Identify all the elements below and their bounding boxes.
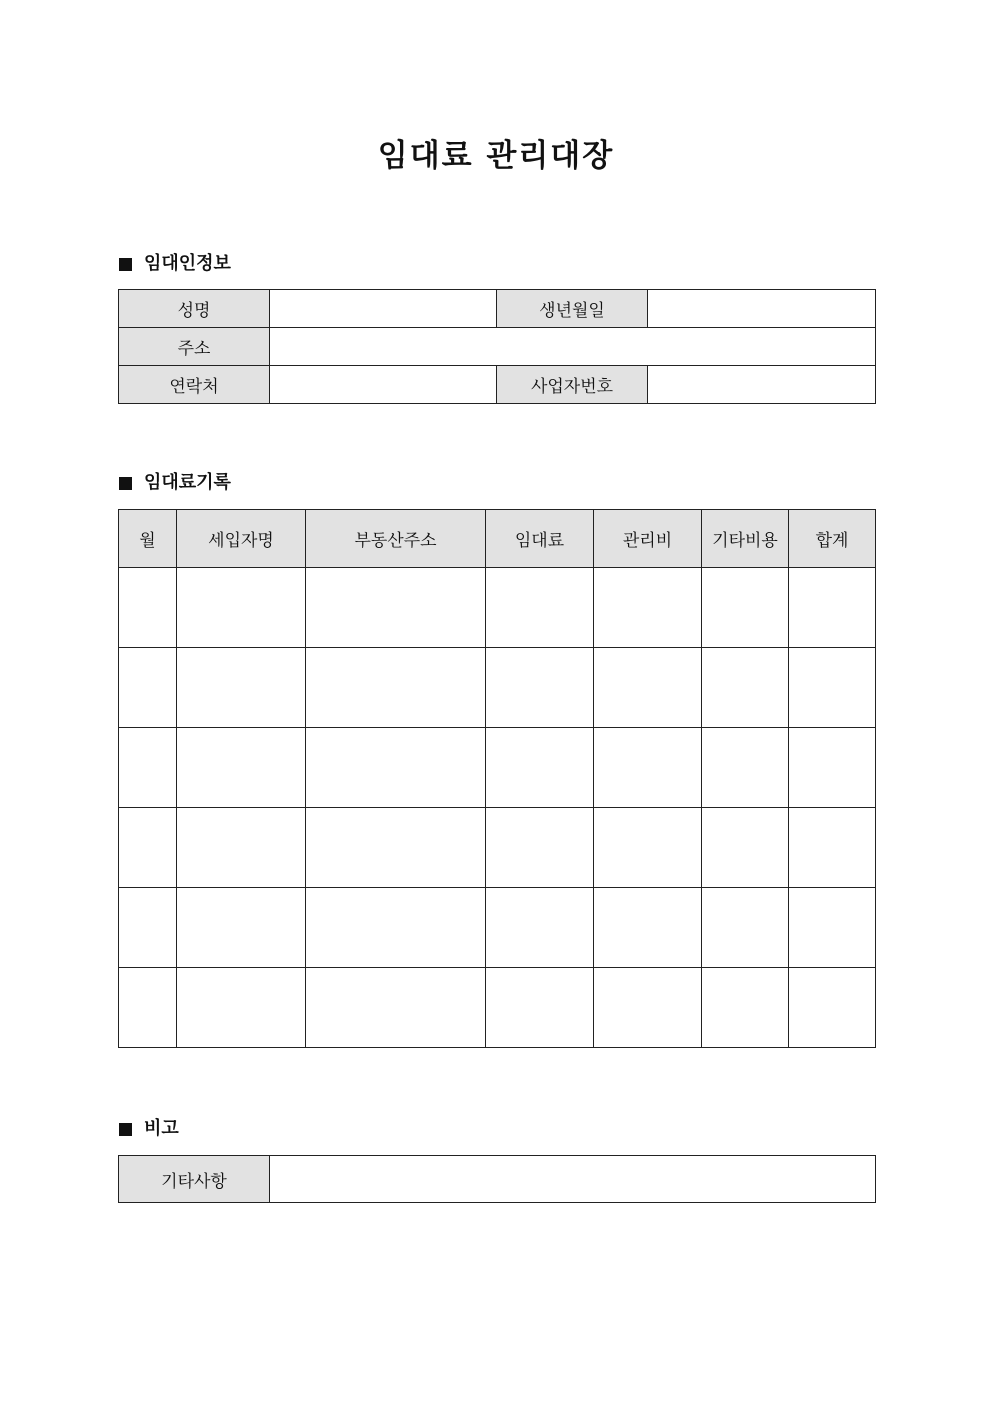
property-address-cell[interactable] — [306, 568, 486, 648]
total-cell[interactable] — [789, 968, 876, 1048]
tenant-name-cell[interactable] — [177, 568, 306, 648]
table-row — [119, 568, 876, 648]
section-heading-label: 임대인정보 — [144, 253, 231, 274]
square-bullet-icon — [119, 477, 132, 490]
month-cell[interactable] — [119, 648, 177, 728]
property-address-cell[interactable] — [306, 968, 486, 1048]
month-cell[interactable] — [119, 968, 177, 1048]
table-row — [119, 888, 876, 968]
other-costs-cell[interactable] — [702, 728, 789, 808]
contact-field[interactable] — [270, 366, 497, 404]
rent-cell[interactable] — [486, 888, 594, 968]
total-cell[interactable] — [789, 568, 876, 648]
column-header-month: 월 — [119, 510, 177, 568]
table-row — [119, 808, 876, 888]
name-field[interactable] — [270, 290, 497, 328]
maintenance-fee-cell[interactable] — [594, 648, 702, 728]
document-title: 임대료 관리대장 — [377, 138, 615, 174]
rent-cell[interactable] — [486, 808, 594, 888]
tenant-name-cell[interactable] — [177, 808, 306, 888]
other-notes-label: 기타사항 — [119, 1156, 270, 1203]
table-row — [119, 968, 876, 1048]
month-cell[interactable] — [119, 728, 177, 808]
table-header-row — [119, 510, 876, 568]
tenant-name-cell[interactable] — [177, 968, 306, 1048]
birth-field[interactable] — [648, 290, 876, 328]
table-row — [119, 366, 876, 404]
property-address-cell[interactable] — [306, 888, 486, 968]
rent-cell[interactable] — [486, 968, 594, 1048]
maintenance-fee-cell[interactable] — [594, 728, 702, 808]
table-row — [119, 648, 876, 728]
property-address-cell[interactable] — [306, 728, 486, 808]
month-cell[interactable] — [119, 568, 177, 648]
address-field[interactable] — [270, 328, 876, 366]
table-row — [119, 328, 876, 366]
rent-cell[interactable] — [486, 568, 594, 648]
total-cell[interactable] — [789, 648, 876, 728]
tenant-name-cell[interactable] — [177, 728, 306, 808]
other-costs-cell[interactable] — [702, 568, 789, 648]
maintenance-fee-cell[interactable] — [594, 568, 702, 648]
table-row — [119, 1156, 876, 1203]
column-header-property-address: 부동산주소 — [306, 510, 486, 568]
maintenance-fee-cell[interactable] — [594, 888, 702, 968]
address-label: 주소 — [119, 328, 270, 366]
tenant-info-table — [118, 289, 876, 404]
rent-cell[interactable] — [486, 648, 594, 728]
column-header-total: 합계 — [789, 510, 876, 568]
total-cell[interactable] — [789, 888, 876, 968]
property-address-cell[interactable] — [306, 648, 486, 728]
column-header-maintenance-fee: 관리비 — [594, 510, 702, 568]
total-cell[interactable] — [789, 808, 876, 888]
total-cell[interactable] — [789, 728, 876, 808]
section-heading-remarks — [119, 1117, 179, 1141]
maintenance-fee-cell[interactable] — [594, 968, 702, 1048]
month-cell[interactable] — [119, 808, 177, 888]
rent-cell[interactable] — [486, 728, 594, 808]
tenant-name-cell[interactable] — [177, 888, 306, 968]
tenant-name-cell[interactable] — [177, 648, 306, 728]
other-costs-cell[interactable] — [702, 888, 789, 968]
table-row — [119, 290, 876, 328]
month-cell[interactable] — [119, 888, 177, 968]
biz-number-label: 사업자번호 — [497, 366, 648, 404]
section-heading-label: 비고 — [144, 1118, 179, 1139]
other-costs-cell[interactable] — [702, 968, 789, 1048]
section-heading-tenant-info — [119, 252, 231, 276]
section-heading-rent-record — [119, 471, 231, 495]
section-heading-label: 임대료기록 — [144, 472, 231, 493]
other-costs-cell[interactable] — [702, 648, 789, 728]
birth-label: 생년월일 — [497, 290, 648, 328]
other-costs-cell[interactable] — [702, 808, 789, 888]
name-label: 성명 — [119, 290, 270, 328]
rent-record-table — [118, 509, 876, 1048]
maintenance-fee-cell[interactable] — [594, 808, 702, 888]
column-header-rent: 임대료 — [486, 510, 594, 568]
remarks-table — [118, 1155, 876, 1203]
contact-label: 연락처 — [119, 366, 270, 404]
property-address-cell[interactable] — [306, 808, 486, 888]
biz-number-field[interactable] — [648, 366, 876, 404]
other-notes-field[interactable] — [270, 1156, 876, 1203]
square-bullet-icon — [119, 258, 132, 271]
square-bullet-icon — [119, 1123, 132, 1136]
column-header-other-costs: 기타비용 — [702, 510, 789, 568]
table-row — [119, 728, 876, 808]
column-header-tenant-name: 세입자명 — [177, 510, 306, 568]
